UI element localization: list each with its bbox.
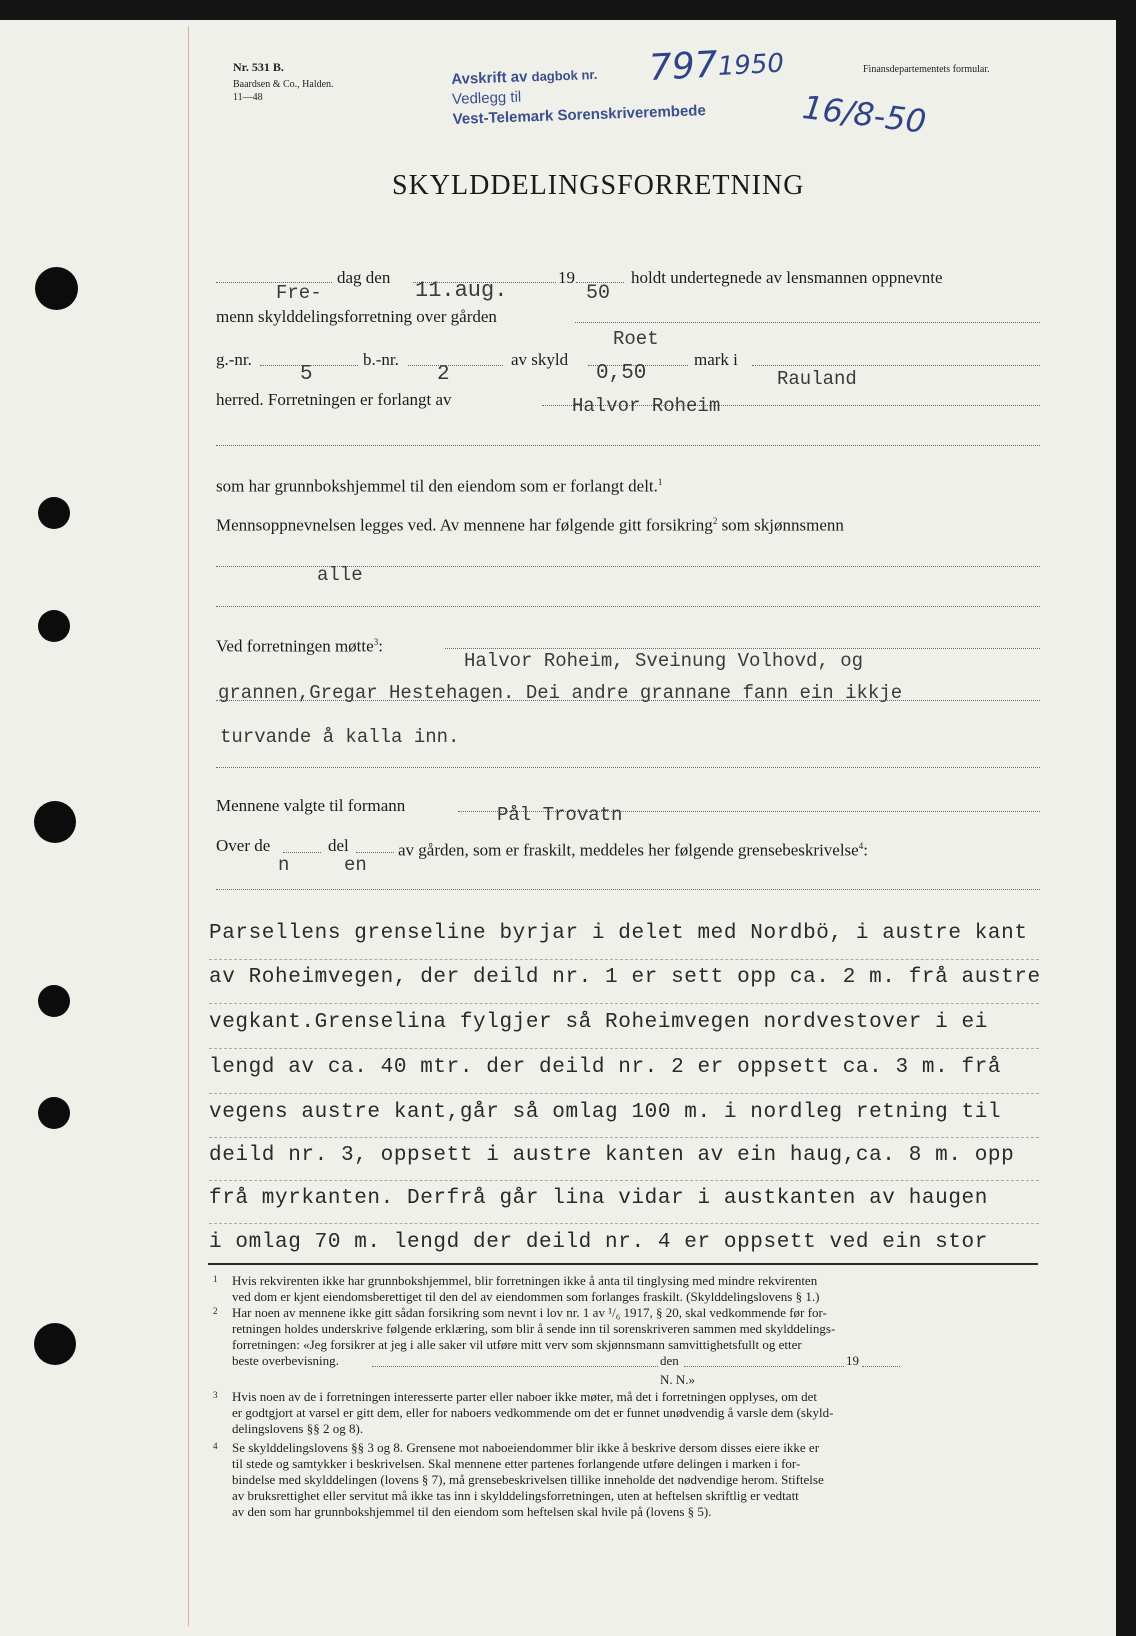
footnote-text: Hvis rekvirenten ikke har grunnbokshjemmel, blir forretningen ikke å anta til tinglysing med mindre rekvirenten (232, 1273, 818, 1288)
label-over-de: Over de (216, 836, 271, 855)
dotted-line (209, 1180, 1039, 1181)
typed-attendees-2: grannen,Gregar Hestehagen. Dei andre grannane fann ein ikkje (218, 682, 903, 704)
footnote-text: retningen holdes underskrive følgende erklæring, som blir å sende inn til sorenskriveren sammen med skylddelings- (232, 1321, 836, 1336)
dotted-line (209, 1048, 1039, 1049)
label-holdt: holdt undertegnede av lensmannen oppnevnte (631, 268, 943, 287)
label-grunnbok (216, 472, 662, 497)
description-line: av Roheimvegen, der deild nr. 1 er sett opp ca. 2 m. frå austre (209, 966, 1041, 989)
label-over-text (398, 836, 868, 861)
dotted-line (356, 852, 394, 853)
typed-chairman: Pål Trovatn (497, 804, 623, 826)
description-line: vegkant.Grenselina fylgjer så Roheimvegen nordvestover i ei (209, 1011, 988, 1034)
footnote-text: av den som har grunnbokshjemmel til den eiendom som heftelsen skal hvile på (lovens § 5). (232, 1504, 712, 1519)
typed-over-de-suffix: n (278, 854, 290, 876)
label-mennsoppnevnelse (216, 511, 844, 536)
dotted-line (216, 889, 1040, 890)
footnote-text: til stede og samtykker i beskrivelsen. Skal mennene etter partenes forlangende utføre delingen i marken i for- (232, 1456, 801, 1471)
label-herred: herred. Forretningen er forlangt av (216, 390, 452, 409)
form-number: Nr. 531 B. (233, 60, 284, 74)
footnote-number: 4 (213, 1441, 218, 1451)
footnote-text: er godtgjort at varsel er gitt dem, eller for naboers vedkommende om det er funnet unødvendig å varsle dem (skyld- (232, 1405, 834, 1420)
dotted-line (684, 1366, 844, 1367)
label-del: del (328, 836, 349, 855)
footnote-ref: 4 (858, 841, 864, 851)
typed-day: Fre- (276, 282, 322, 304)
footnote-text: forretningen: «Jeg forsikrer at jeg i alle saker vil utføre mitt verv som skjønnsmann samvittighetsfullt og etter (232, 1337, 802, 1352)
label-formann: Mennene valgte til formann (216, 796, 406, 815)
footnote-text: Se skylddelingslovens §§ 3 og 8. Grensene mot naboeiendommer blir ikke å beskrive dersom disses eiere ikke er (232, 1440, 820, 1455)
punch-hole (38, 985, 70, 1017)
footnote-signature: N. N.» (660, 1372, 696, 1387)
typed-date: 11.aug. (415, 278, 508, 303)
footnote-ref: 1 (657, 477, 663, 487)
handwritten-dagbok-number: 797 (648, 44, 719, 89)
description-line: i omlag 70 m. lengd der deild nr. 4 er oppsett ved ein stor (209, 1231, 988, 1254)
footnote-text: Har noen av mennene ikke gitt sådan forsikring som nevnt i lov nr. 1 av ¹/₆ 1917, § 20, skal vedkommende før for- (232, 1305, 827, 1320)
dotted-line (216, 767, 1040, 768)
over-colon: : (863, 840, 868, 860)
printer: Baardsen & Co., Halden. (233, 79, 334, 90)
label-bnr: b.-nr. (363, 350, 399, 369)
document-page (0, 20, 1116, 1636)
label-gnr: g.-nr. (216, 350, 252, 369)
footnote-rule (208, 1263, 1038, 1265)
description-line: frå myrkanten. Derfrå går lina vidar i austkanten av haugen (209, 1187, 988, 1210)
footnote-text: beste overbevisning. (232, 1353, 339, 1368)
label-mark: mark i (694, 350, 738, 369)
label-19: 19 (558, 268, 575, 287)
typed-skyld: 0,50 (596, 362, 647, 385)
punch-hole (38, 610, 70, 642)
handwritten-year: 1950 (717, 48, 785, 82)
dotted-line (445, 648, 1040, 649)
typed-municipality: Rauland (777, 368, 857, 390)
menns-text-2: som skjønnsmenn (721, 515, 844, 535)
description-line: lengd av ca. 40 mtr. der deild nr. 2 er oppsett ca. 3 m. frå (209, 1056, 1002, 1079)
footnote-text: delingslovens §§ 2 og 8). (232, 1421, 364, 1436)
dotted-line (372, 1366, 658, 1367)
label-dag-den: dag den (337, 268, 391, 287)
description-line: vegens austre kant,går så omlag 100 m. i nordleg retning til (209, 1101, 1002, 1124)
dotted-line (209, 1223, 1039, 1224)
punch-hole (38, 1097, 70, 1129)
dotted-line (862, 1366, 900, 1367)
typed-del-suffix: en (344, 854, 367, 876)
stamp-line-1: Avskrift av (451, 68, 528, 88)
dotted-line (209, 1137, 1039, 1138)
punch-hole (34, 1323, 76, 1365)
typed-gnr: 5 (300, 363, 313, 386)
footnote-text: den (660, 1353, 679, 1368)
typed-attendees-1: Halvor Roheim, Sveinung Volhovd, og (464, 650, 864, 672)
over-text: av gården, som er fraskilt, meddeles her følgende grensebeskrivelse (398, 840, 859, 860)
print-date: 11—48 (233, 92, 263, 103)
dotted-line (408, 365, 503, 366)
dotted-line (209, 1093, 1039, 1094)
dotted-line (209, 959, 1039, 960)
footnote-ref: 2 (712, 516, 718, 526)
handwritten-date: 16/8-50 (800, 88, 929, 141)
grunnbok-text: som har grunnbokshjemmel til den eiendom som er forlangt delt. (216, 476, 658, 496)
punch-hole (34, 801, 76, 843)
label-skyld: av skyld (511, 350, 569, 369)
label-motte (216, 632, 383, 657)
typed-farm: Roet (613, 328, 659, 350)
footnote-text: Hvis noen av de i forretningen interesserte parter eller naboer ikke møter, må det i forretningen opplyses, om det (232, 1389, 817, 1404)
footnote-text: 19 (846, 1353, 859, 1368)
stamp-line-1b: dagbok nr. (531, 66, 598, 85)
motte-text: Ved forretningen møtte (216, 636, 374, 656)
typed-attendees-3: turvande å kalla inn. (220, 726, 460, 748)
typed-men: alle (317, 564, 363, 586)
footnote-text: av bruksrettighet eller servitut må ikke tas inn i skylddelingsforretningen, uten at heftelsen skriftlig er vedtatt (232, 1488, 799, 1503)
dotted-line (216, 445, 1040, 446)
menns-text: Mennsoppnevnelsen legges ved. Av mennene har følgende gitt forsikring (216, 515, 713, 535)
document-title: SKYLDDELINGSFORRETNING (392, 170, 805, 201)
dotted-line (283, 852, 321, 853)
ministry-form: Finansdepartementets formular. (863, 64, 990, 75)
punch-hole (35, 267, 78, 310)
stamp-line-3: Vest-Telemark Sorenskriverembede (452, 102, 707, 128)
motte-colon: : (378, 636, 383, 656)
dotted-line (216, 606, 1040, 607)
description-line: deild nr. 3, oppsett i austre kanten av ein haug,ca. 8 m. opp (209, 1144, 1015, 1167)
stamp-line-2: Vedlegg til (451, 88, 522, 108)
typed-year: 50 (586, 282, 611, 305)
typed-bnr: 2 (437, 363, 450, 386)
footnote-number: 2 (213, 1306, 218, 1316)
footnote-ref: 3 (373, 637, 379, 647)
footnote-text: ved dom er kjent eiendomsberettiget til den del av eiendommen som forlanges fraskilt. (Skylddelingslovens § 1.) (232, 1289, 820, 1304)
footnote-number: 3 (213, 1390, 218, 1400)
margin-line (188, 26, 189, 1626)
dotted-line (209, 1003, 1039, 1004)
footnote-text: bindelse med skylddelingen (lovens § 7), må grensebeskrivelsen tillike inneholde det nødvendige herom. Stiftelse (232, 1472, 824, 1487)
footnote-number: 1 (213, 1274, 218, 1284)
dotted-line (575, 322, 1040, 323)
punch-hole (38, 497, 70, 529)
description-line: Parsellens grenseline byrjar i delet med Nordbö, i austre kant (209, 922, 1028, 945)
typed-requester: Halvor Roheim (572, 395, 721, 417)
dotted-line (752, 365, 1040, 366)
label-menn: menn skylddelingsforretning over gården (216, 307, 497, 326)
